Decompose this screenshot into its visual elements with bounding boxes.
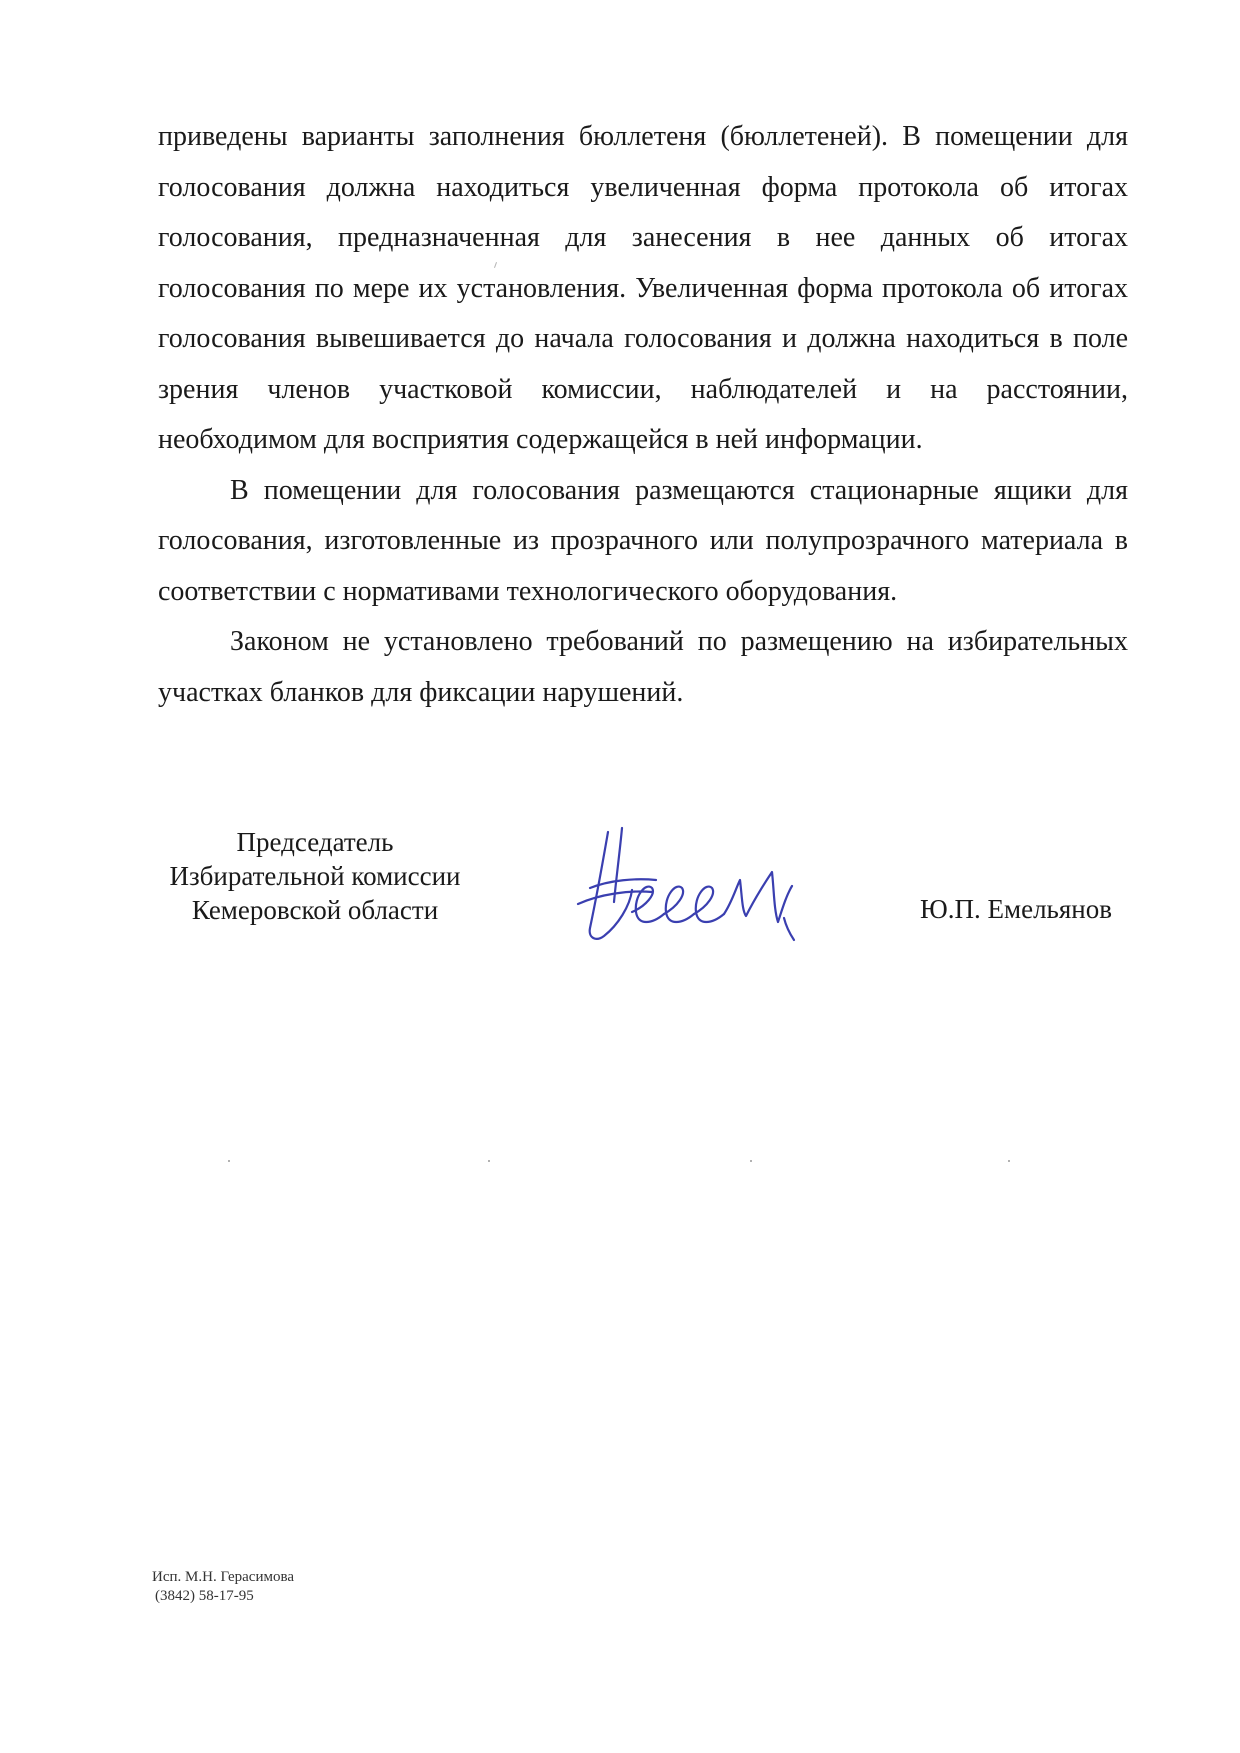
scan-dot bbox=[1008, 1160, 1010, 1162]
handwritten-signature bbox=[560, 810, 830, 950]
scan-dot bbox=[228, 1160, 230, 1162]
signer-position bbox=[150, 825, 480, 927]
executor-phone: (3842) 58-17-95 bbox=[155, 1588, 254, 1604]
signer-position-line-1: Председатель bbox=[236, 827, 394, 857]
scan-dot bbox=[488, 1160, 490, 1162]
body-paragraph-1: приведены варианты заполнения бюллетеня (бюллетеней). В помещении для голосования должна находиться увеличенная форма протокола об итогах голосования, предназначенная для занесения в нее данных об итогах голосования по мере их установления. Увеличенная форма протокола об итогах голосования вывешивается до начала голосования и должна находиться в поле зрения членов участковой комиссии, наблюдателей и на расстоянии, необходимом для восприятия содержащейся в ней информации. bbox=[158, 121, 1128, 455]
signature-block bbox=[0, 825, 1240, 975]
body-paragraph-2: В помещении для голосования размещаются стационарные ящики для голосования, изготовленные из прозрачного или полупрозрачного материала в соответствии с нормативами технологического оборудования. bbox=[158, 474, 1128, 607]
signer-name: Ю.П. Емельянов bbox=[920, 894, 1112, 924]
executor-note bbox=[152, 1568, 294, 1606]
letter-body bbox=[158, 112, 1128, 718]
scan-dot bbox=[750, 1160, 752, 1162]
signer-position-line-3: Кемеровской области bbox=[191, 895, 439, 925]
executor-name: Исп. М.Н. Герасимова bbox=[152, 1569, 295, 1585]
signer-position-line-2: Избирательной комиссии bbox=[169, 861, 461, 891]
body-paragraph-3: Законом не установлено требований по размещению на избирательных участках бланков для фиксации нарушений. bbox=[158, 626, 1128, 708]
